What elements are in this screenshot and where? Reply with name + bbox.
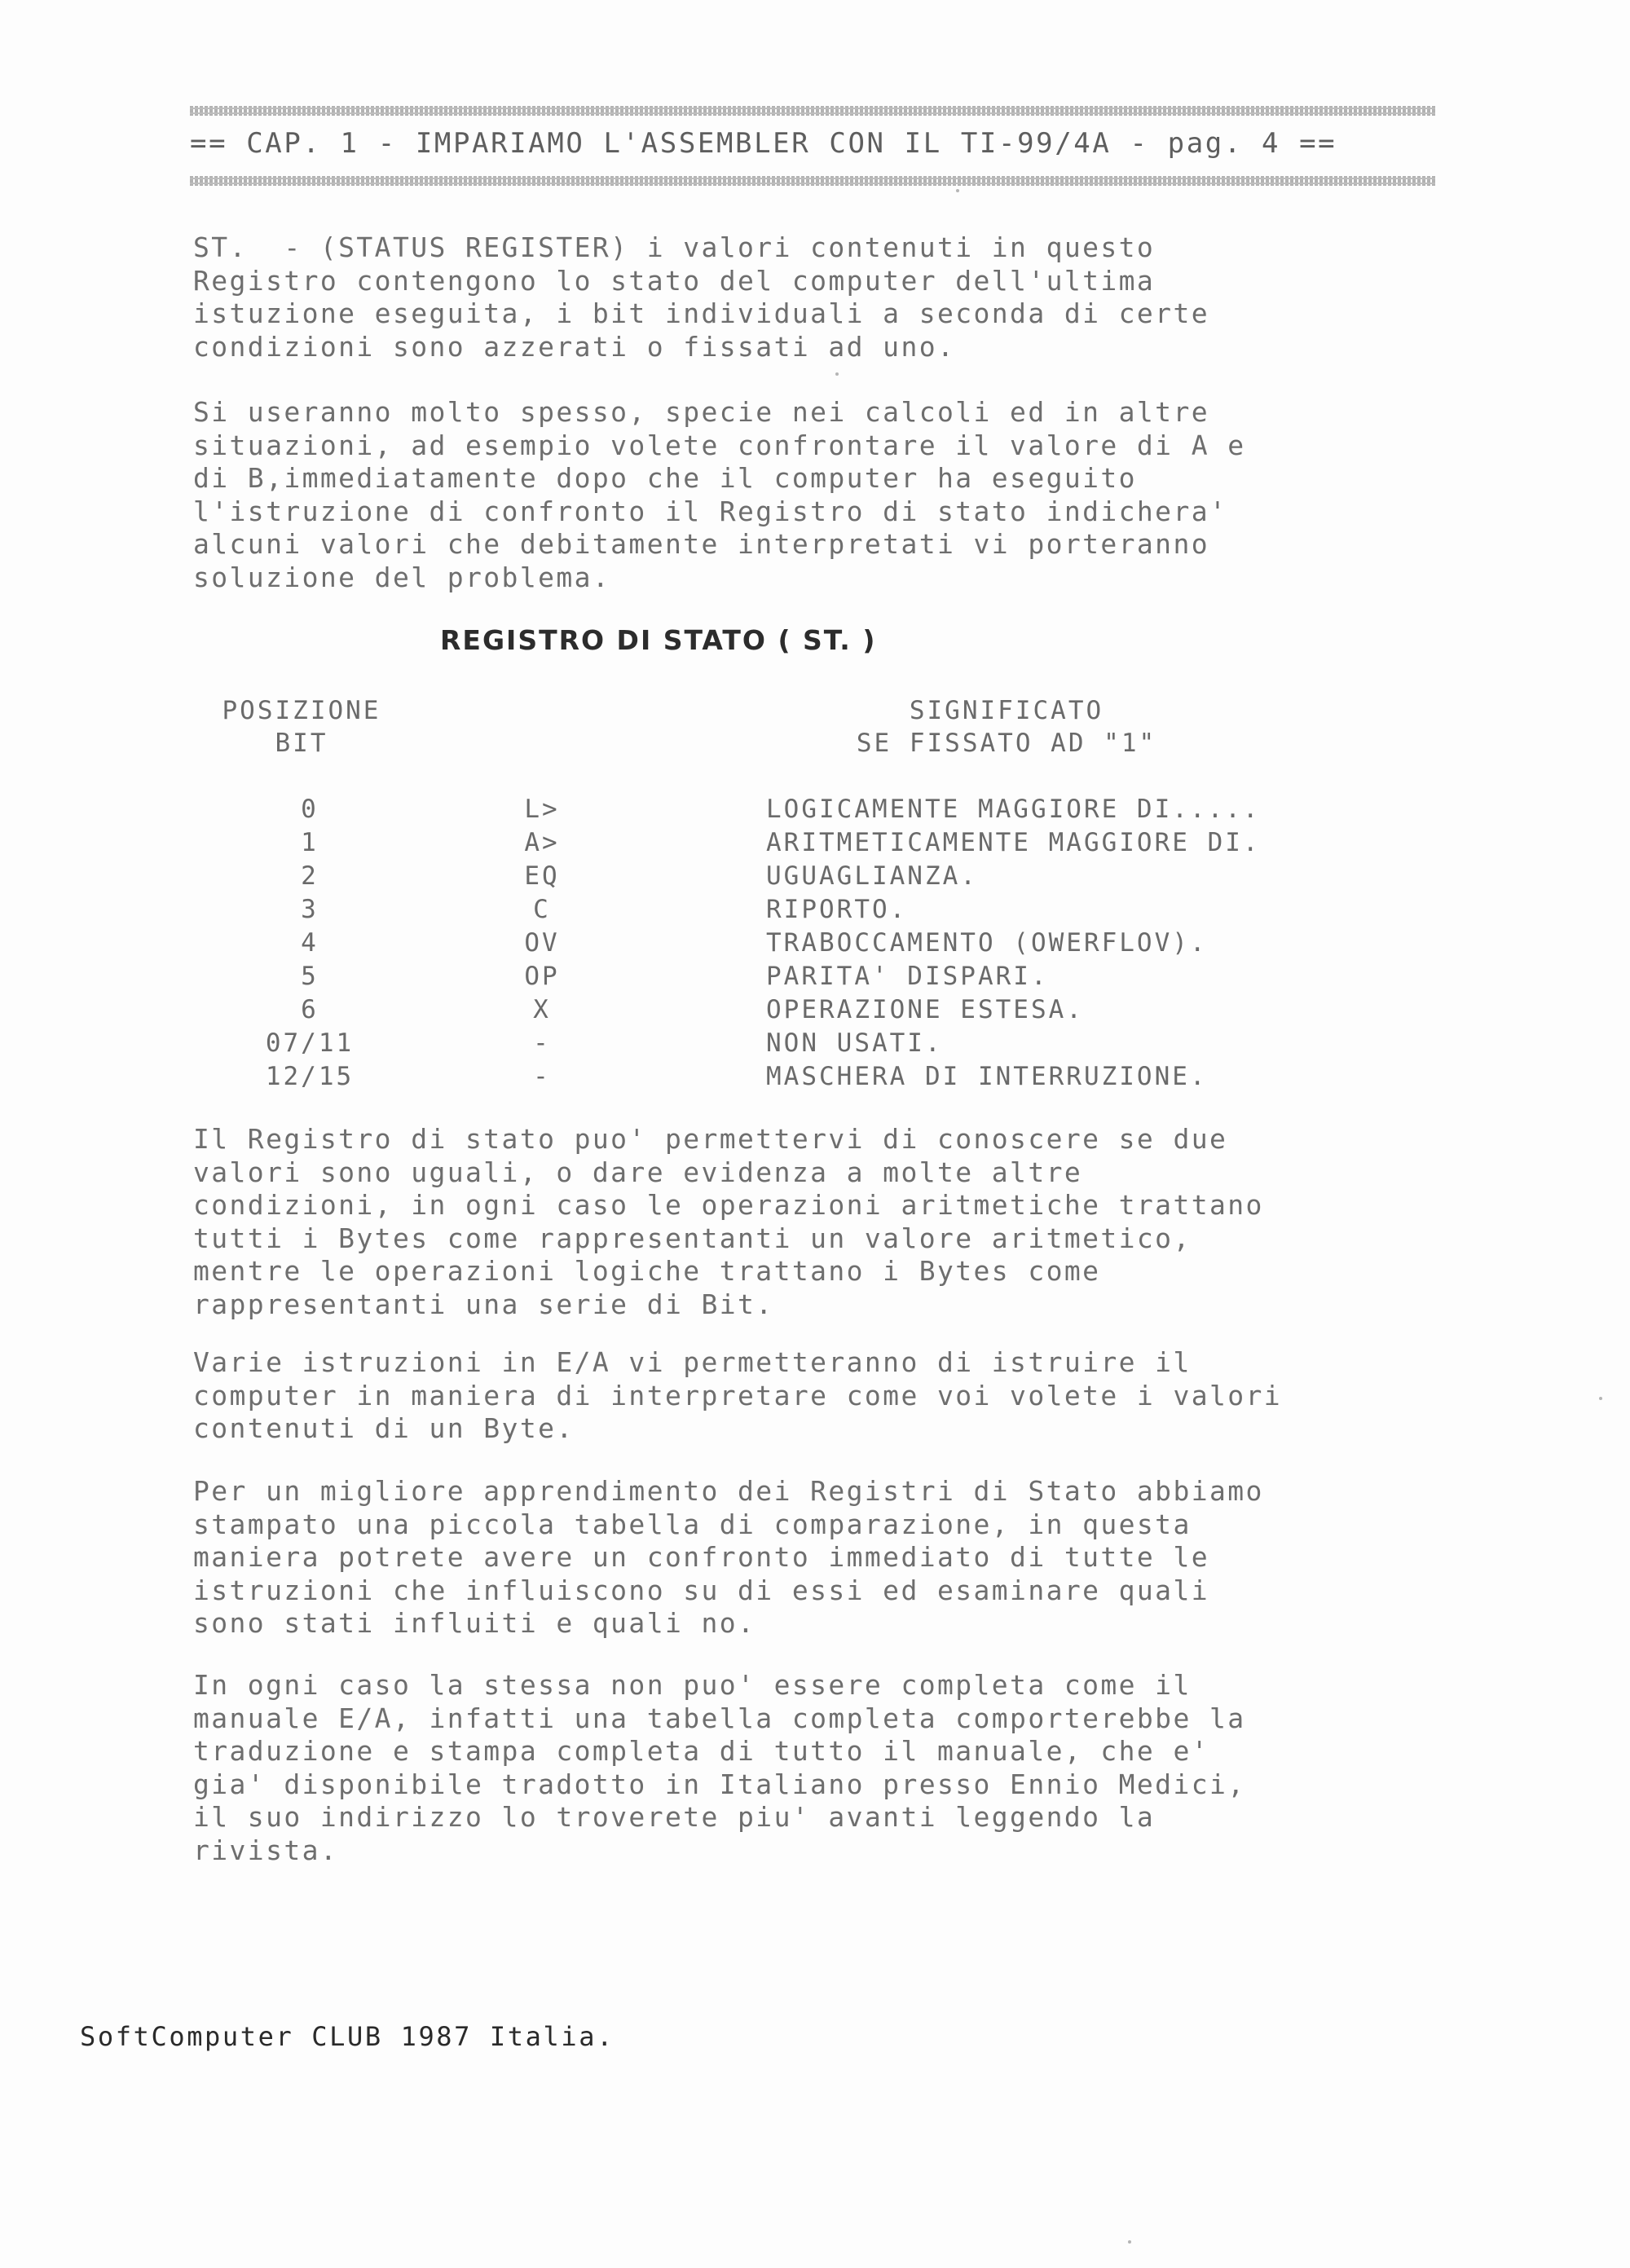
flag-code: OP bbox=[524, 962, 560, 991]
scan-speck bbox=[1599, 1397, 1602, 1400]
table-row bbox=[0, 895, 1630, 928]
flag-code: EQ bbox=[524, 861, 560, 891]
flag-code: L> bbox=[524, 795, 560, 824]
paragraph-status-register-usage: Il Registro di stato puo' permettervi di conoscere se due valori sono uguali, o dare evidenza a molte altre condizioni, in ogni caso le operazioni aritmetiche trattano tutti i Bytes come rappresentanti un valore aritmetico, mentre le operazioni logiche trattano i Bytes come rappresentanti una serie di Bit. bbox=[193, 1123, 1264, 1320]
page-footer: SoftComputer CLUB 1987 Italia. bbox=[80, 2021, 615, 2052]
table-row bbox=[0, 861, 1630, 895]
flag-meaning: MASCHERA DI INTERRUZIONE. bbox=[766, 1062, 1208, 1091]
bit-position: 5 bbox=[301, 962, 319, 991]
column-header-position: POSIZIONE BIT bbox=[222, 696, 381, 758]
flag-meaning: PARITA' DISPARI. bbox=[766, 962, 1049, 991]
flag-code: X bbox=[533, 995, 551, 1024]
paragraph-usage: Si useranno molto spesso, specie nei calcoli ed in altre situazioni, ad esempio volete confrontare il valore di A e di B,immediatamente dopo che il computer ha eseguito l'istruzione di confronto il Registro di stato indichera' alcuni valori che debitamente interpretati vi porteranno soluzione del problema. bbox=[193, 396, 1246, 593]
table-row bbox=[0, 962, 1630, 995]
header-rule-top bbox=[190, 106, 1435, 116]
table-title: REGISTRO DI STATO ( ST. ) bbox=[440, 624, 877, 656]
flag-code: C bbox=[533, 895, 551, 924]
bit-position: 3 bbox=[301, 895, 319, 924]
table-row bbox=[0, 995, 1630, 1028]
column-header-meaning: SIGNIFICATO SE FISSATO AD "1" bbox=[856, 696, 1157, 758]
table-row bbox=[0, 795, 1630, 828]
bit-position: 2 bbox=[301, 861, 319, 891]
flag-meaning: NON USATI. bbox=[766, 1028, 943, 1058]
table-row bbox=[0, 1028, 1630, 1062]
flag-meaning: RIPORTO. bbox=[766, 895, 908, 924]
table-row bbox=[0, 828, 1630, 861]
header-rule-bottom bbox=[190, 176, 1435, 186]
table-row bbox=[0, 928, 1630, 962]
scan-speck bbox=[1128, 2240, 1131, 2244]
flag-code: - bbox=[533, 1028, 551, 1058]
flag-code: OV bbox=[524, 928, 560, 958]
flag-meaning: UGUAGLIANZA. bbox=[766, 861, 978, 891]
paragraph-comparison-table: Per un migliore apprendimento dei Registri di Stato abbiamo stampato una piccola tabella di comparazione, in questa maniera potrete avere un confronto immediato di tutte le istruzioni che influiscono su di essi ed esaminare quali sono stati influiti e quali no. bbox=[193, 1475, 1264, 1639]
flag-meaning: OPERAZIONE ESTESA. bbox=[766, 995, 1084, 1024]
bit-position: 6 bbox=[301, 995, 319, 1024]
paragraph-status-register-intro: ST. - (STATUS REGISTER) i valori contenuti in questo Registro contengono lo stato del computer dell'ultima istuzione eseguita, i bit individuali a seconda di certe condizioni sono azzerati o fissati ad uno. bbox=[193, 231, 1209, 363]
flag-code: - bbox=[533, 1062, 551, 1091]
table-row bbox=[0, 1062, 1630, 1095]
flag-meaning: ARITMETICAMENTE MAGGIORE DI. bbox=[766, 828, 1261, 857]
flag-meaning: TRABOCCAMENTO (OWERFLOV). bbox=[766, 928, 1208, 958]
flag-meaning: LOGICAMENTE MAGGIORE DI..... bbox=[766, 795, 1261, 824]
bit-position: 07/11 bbox=[265, 1028, 355, 1058]
flag-code: A> bbox=[524, 828, 560, 857]
scan-speck bbox=[835, 372, 839, 376]
bit-position: 4 bbox=[301, 928, 319, 958]
scan-speck bbox=[956, 189, 959, 192]
bit-position: 12/15 bbox=[265, 1062, 355, 1091]
paragraph-manual-note: In ogni caso la stessa non puo' essere completa come il manuale E/A, infatti una tabella completa comporterebbe la traduzione e stampa completa di tutto il manuale, che e' gia' disponibile tradotto in Italiano presso Ennio Medici, il suo indirizzo lo troverete piu' avanti leggendo la rivista. bbox=[193, 1669, 1246, 1866]
paragraph-instructions: Varie istruzioni in E/A vi permetteranno di istruire il computer in maniera di interpretare come voi volete i valori contenuti di un Byte. bbox=[193, 1346, 1283, 1444]
page-header: == CAP. 1 - IMPARIAMO L'ASSEMBLER CON IL TI-99/4A - pag. 4 == bbox=[190, 127, 1337, 160]
bit-position: 1 bbox=[301, 828, 319, 857]
bit-position: 0 bbox=[301, 795, 319, 824]
